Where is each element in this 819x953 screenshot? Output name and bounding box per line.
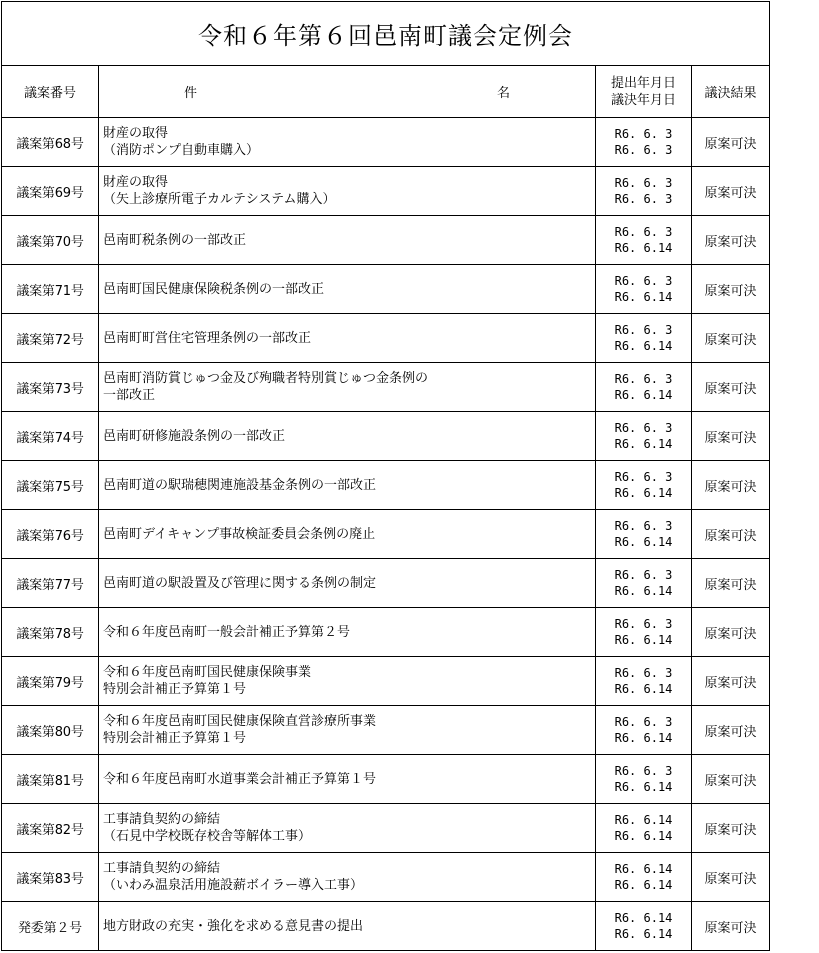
- bill-name: [99, 755, 596, 804]
- submitted-date: R6. 6.14: [614, 862, 673, 876]
- bill-name-line: 財産の取得: [103, 126, 169, 141]
- bill-number: 議案第70号: [2, 216, 99, 265]
- decision-result: 原案可決: [692, 608, 770, 657]
- bill-name-line: 邑南町町営住宅管理条例の一部改正: [103, 330, 312, 346]
- bill-name-line: 工事請負契約の締結: [103, 812, 221, 827]
- bill-name: [99, 559, 596, 608]
- bill-name: [99, 461, 596, 510]
- bill-dates: [596, 216, 692, 265]
- bill-dates: [596, 363, 692, 412]
- submitted-date: R6. 6. 3: [614, 421, 673, 435]
- decided-date: R6. 6.14: [614, 339, 673, 353]
- bill-name-line: 地方財政の充実・強化を求める意見書の提出: [103, 918, 364, 934]
- table-row: [2, 706, 770, 755]
- table-row: [2, 755, 770, 804]
- submitted-date: R6. 6. 3: [614, 715, 673, 729]
- header-name-left: 件: [183, 86, 197, 101]
- table-row: [2, 314, 770, 363]
- submitted-date: R6. 6. 3: [614, 568, 673, 582]
- table-row: [2, 804, 770, 853]
- table-row: [2, 657, 770, 706]
- decision-result: 原案可決: [692, 412, 770, 461]
- bill-name-line: （いわみ温泉活用施設薪ボイラー導入工事）: [103, 878, 364, 893]
- table-row: [2, 608, 770, 657]
- bill-dates: [596, 265, 692, 314]
- table-row: [2, 363, 770, 412]
- bill-dates: [596, 510, 692, 559]
- submitted-date: R6. 6. 3: [614, 127, 673, 141]
- decided-date: R6. 6.14: [614, 927, 673, 941]
- bill-name-line: （矢上診療所電子カルテシステム購入）: [103, 192, 336, 207]
- table-row: [2, 118, 770, 167]
- bill-dates: [596, 657, 692, 706]
- bill-number: 議案第80号: [2, 706, 99, 755]
- decision-result: 原案可決: [692, 559, 770, 608]
- bill-name: [99, 706, 596, 755]
- bill-dates: [596, 804, 692, 853]
- bill-dates: [596, 559, 692, 608]
- table-row: [2, 216, 770, 265]
- bill-name-line: 財産の取得: [103, 175, 169, 190]
- decided-date: R6. 6.14: [614, 682, 673, 696]
- bill-number: 議案第75号: [2, 461, 99, 510]
- bill-number: 議案第69号: [2, 167, 99, 216]
- decision-result: 原案可決: [692, 902, 770, 951]
- bill-name: [99, 804, 596, 853]
- submitted-date: R6. 6. 3: [614, 323, 673, 337]
- submitted-date: R6. 6. 3: [614, 764, 673, 778]
- submitted-date: R6. 6. 3: [614, 519, 673, 533]
- decision-result: 原案可決: [692, 804, 770, 853]
- decision-result: 原案可決: [692, 657, 770, 706]
- table-row: [2, 510, 770, 559]
- bill-number: 議案第81号: [2, 755, 99, 804]
- bill-number: 発委第２号: [2, 902, 99, 951]
- decided-date: R6. 6.14: [614, 535, 673, 549]
- bill-number: 議案第74号: [2, 412, 99, 461]
- bill-name-line: 特別会計補正予算第１号: [103, 731, 247, 746]
- bill-number: 議案第83号: [2, 853, 99, 902]
- decided-date: R6. 6.14: [614, 878, 673, 892]
- decision-result: 原案可決: [692, 216, 770, 265]
- decided-date: R6. 6. 3: [614, 143, 673, 157]
- bill-name-line: 工事請負契約の締結: [103, 861, 221, 876]
- decision-result: 原案可決: [692, 755, 770, 804]
- bill-name-line: 邑南町消防賞じゅつ金及び殉職者特別賞じゅつ金条例の: [103, 371, 429, 386]
- decision-result: 原案可決: [692, 314, 770, 363]
- submitted-date: R6. 6. 3: [614, 470, 673, 484]
- page-title: 令和６年第６回邑南町議会定例会: [2, 2, 770, 66]
- submitted-date: R6. 6. 3: [614, 372, 673, 386]
- decided-date: R6. 6.14: [614, 829, 673, 843]
- bill-name-line: 令和６年度邑南町国民健康保険直営診療所事業: [103, 714, 377, 729]
- decision-result: 原案可決: [692, 461, 770, 510]
- bill-dates: [596, 902, 692, 951]
- decided-date: R6. 6.14: [614, 731, 673, 745]
- bill-name: [99, 363, 596, 412]
- bill-name-line: 一部改正: [103, 388, 156, 403]
- decision-result: 原案可決: [692, 510, 770, 559]
- bill-dates: [596, 608, 692, 657]
- submitted-date: R6. 6. 3: [614, 274, 673, 288]
- bill-name: [99, 314, 596, 363]
- bill-name: [99, 902, 596, 951]
- bill-name-line: 令和６年度邑南町水道事業会計補正予算第１号: [103, 771, 377, 787]
- bill-name-line: 邑南町道の駅設置及び管理に関する条例の制定: [103, 575, 377, 591]
- decided-date: R6. 6.14: [614, 633, 673, 647]
- bill-name-line: 邑南町道の駅瑞穂関連施設基金条例の一部改正: [103, 477, 377, 493]
- bill-name: [99, 657, 596, 706]
- header-name-right: 名: [497, 86, 511, 101]
- bill-name-line: （消防ポンプ自動車購入）: [103, 143, 260, 158]
- submitted-date: R6. 6. 3: [614, 617, 673, 631]
- bill-name: [99, 608, 596, 657]
- table-row: [2, 853, 770, 902]
- submitted-date: R6. 6. 3: [614, 666, 673, 680]
- header-date-submitted: 提出年月日: [610, 75, 676, 91]
- decided-date: R6. 6.14: [614, 290, 673, 304]
- bill-name-line: 邑南町国民健康保険税条例の一部改正: [103, 281, 325, 297]
- submitted-date: R6. 6.14: [614, 911, 673, 925]
- bill-name: [99, 118, 596, 167]
- bill-number: 議案第76号: [2, 510, 99, 559]
- bill-name: [99, 216, 596, 265]
- bill-name: [99, 412, 596, 461]
- bill-name: [99, 853, 596, 902]
- bill-name: [99, 265, 596, 314]
- decision-result: 原案可決: [692, 853, 770, 902]
- bill-dates: [596, 706, 692, 755]
- decision-result: 原案可決: [692, 706, 770, 755]
- header-name: [99, 66, 596, 118]
- bill-name-line: （石見中学校既存校舎等解体工事）: [103, 829, 312, 844]
- bill-dates: [596, 755, 692, 804]
- decided-date: R6. 6.14: [614, 486, 673, 500]
- bill-name-line: 特別会計補正予算第１号: [103, 682, 247, 697]
- bill-number: 議案第82号: [2, 804, 99, 853]
- bill-number: 議案第71号: [2, 265, 99, 314]
- bill-number: 議案第73号: [2, 363, 99, 412]
- bill-number: 議案第79号: [2, 657, 99, 706]
- table-row: [2, 902, 770, 951]
- bill-number: 議案第77号: [2, 559, 99, 608]
- submitted-date: R6. 6.14: [614, 813, 673, 827]
- table-row: [2, 167, 770, 216]
- bill-name-line: 邑南町デイキャンプ事故検証委員会条例の廃止: [103, 526, 376, 542]
- decided-date: R6. 6. 3: [614, 192, 673, 206]
- decision-result: 原案可決: [692, 167, 770, 216]
- bill-dates: [596, 412, 692, 461]
- submitted-date: R6. 6. 3: [614, 225, 673, 239]
- decision-result: 原案可決: [692, 265, 770, 314]
- decided-date: R6. 6.14: [614, 437, 673, 451]
- decided-date: R6. 6.14: [614, 780, 673, 794]
- header-result: 議決結果: [692, 66, 770, 118]
- bill-number: 議案第68号: [2, 118, 99, 167]
- decision-result: 原案可決: [692, 118, 770, 167]
- bill-name-line: 令和６年度邑南町一般会計補正予算第２号: [103, 624, 351, 640]
- decided-date: R6. 6.14: [614, 388, 673, 402]
- bill-name-line: 令和６年度邑南町国民健康保険事業: [103, 665, 312, 680]
- decision-result: 原案可決: [692, 363, 770, 412]
- table-row: [2, 559, 770, 608]
- bill-dates: [596, 118, 692, 167]
- bill-number: 議案第78号: [2, 608, 99, 657]
- bill-name-line: 邑南町税条例の一部改正: [103, 232, 247, 248]
- resolution-table: [1, 1, 770, 951]
- bill-number: 議案第72号: [2, 314, 99, 363]
- table-row: [2, 461, 770, 510]
- decided-date: R6. 6.14: [614, 241, 673, 255]
- bill-name: [99, 167, 596, 216]
- header-row: [2, 66, 770, 118]
- table-row: [2, 265, 770, 314]
- bill-dates: [596, 167, 692, 216]
- bill-dates: [596, 461, 692, 510]
- decided-date: R6. 6.14: [614, 584, 673, 598]
- bill-dates: [596, 314, 692, 363]
- header-number: 議案番号: [2, 66, 99, 118]
- table-row: [2, 412, 770, 461]
- header-date-decided: 議決年月日: [610, 92, 676, 108]
- header-date: [596, 66, 692, 118]
- submitted-date: R6. 6. 3: [614, 176, 673, 190]
- bill-dates: [596, 853, 692, 902]
- bill-name: [99, 510, 596, 559]
- bill-name-line: 邑南町研修施設条例の一部改正: [103, 428, 286, 444]
